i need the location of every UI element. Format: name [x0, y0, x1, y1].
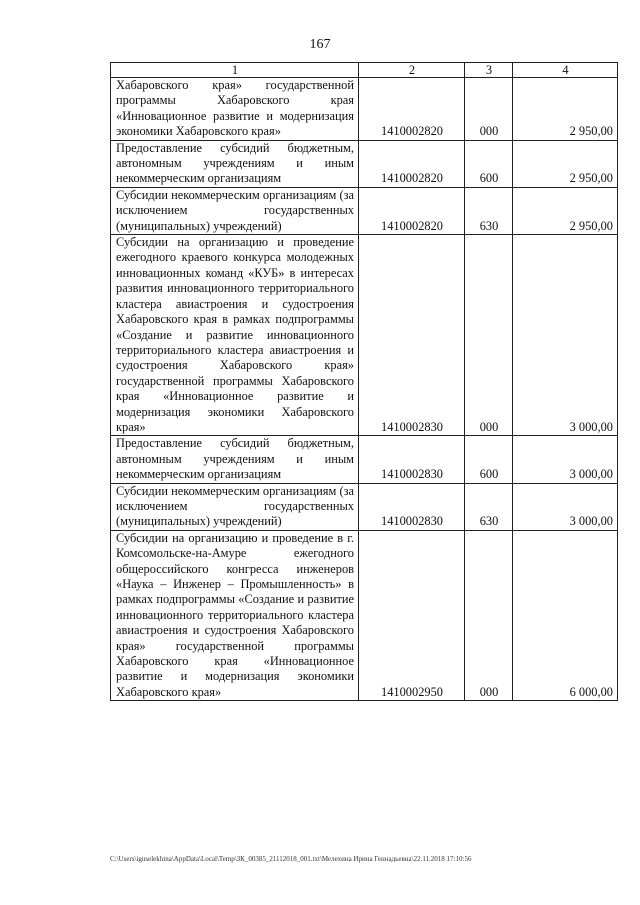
row-expense-type: 000 — [465, 235, 513, 436]
table-row — [111, 187, 618, 234]
row-target-code: 1410002830 — [359, 436, 465, 483]
row-description: Предоставление субсидий бюджетным, автономным учреждениям и иным некоммерческим организациям — [111, 140, 359, 187]
budget-table — [110, 62, 618, 701]
row-amount: 2 950,00 — [513, 187, 618, 234]
column-header-3: 3 — [465, 63, 513, 78]
column-header-4: 4 — [513, 63, 618, 78]
row-expense-type: 000 — [465, 530, 513, 700]
row-target-code: 1410002820 — [359, 140, 465, 187]
column-header-1: 1 — [111, 63, 359, 78]
table-row — [111, 436, 618, 483]
page-number: 167 — [309, 37, 331, 52]
row-expense-type: 000 — [465, 78, 513, 141]
file-path-footer: C:\Users\iguselekhina\AppData\Local\Temp\ЗК_00385_21112018_001.txt\Мелехина Ирина Геннадьевна\22.11.2018 17:10:56 — [110, 855, 472, 863]
table-row — [111, 235, 618, 436]
row-description: Хабаровского края» государственной программы Хабаровского края «Инновационное развитие и модернизация экономики Хабаровского края» — [111, 78, 359, 141]
table-row — [111, 483, 618, 530]
row-target-code: 1410002950 — [359, 530, 465, 700]
row-description: Субсидии на организацию и проведение в г. Комсомольске-на-Амуре ежегодного общероссийского конгресса инженеров «Наука – Инженер – Промышленность» в рамках подпрограммы «Создание и развитие инновационного территориального кластера авиастроения и судостроения Хабаровского края» государственной программы Хабаровского края «Инновационное развитие и модернизация экономики Хабаровского края» — [111, 530, 359, 700]
row-amount: 3 000,00 — [513, 483, 618, 530]
row-expense-type: 630 — [465, 187, 513, 234]
row-amount: 2 950,00 — [513, 78, 618, 141]
row-description: Субсидии некоммерческим организациям (за исключением государственных (муниципальных) учреждений) — [111, 187, 359, 234]
row-amount: 2 950,00 — [513, 140, 618, 187]
row-description: Субсидии на организацию и проведение ежегодного краевого конкурса молодежных инновационных команд «КУБ» в интересах развития инновационного территориального кластера авиастроения и судостроения Хабаровского края в рамках подпрограммы «Создание и развитие инновационного территориального кластера авиастроения и судостроения Хабаровского края» государственной программы Хабаровского края «Инновационное развитие и модернизация экономики Хабаровского края» — [111, 235, 359, 436]
row-description: Субсидии некоммерческим организациям (за исключением государственных (муниципальных) учреждений) — [111, 483, 359, 530]
row-target-code: 1410002830 — [359, 483, 465, 530]
table-row — [111, 530, 618, 700]
row-amount: 3 000,00 — [513, 235, 618, 436]
row-expense-type: 630 — [465, 483, 513, 530]
table-header-row — [111, 63, 618, 78]
row-description: Предоставление субсидий бюджетным, автономным учреждениям и иным некоммерческим организациям — [111, 436, 359, 483]
table-row — [111, 78, 618, 141]
row-target-code: 1410002820 — [359, 78, 465, 141]
table-row — [111, 140, 618, 187]
row-expense-type: 600 — [465, 140, 513, 187]
row-amount: 6 000,00 — [513, 530, 618, 700]
column-header-2: 2 — [359, 63, 465, 78]
row-expense-type: 600 — [465, 436, 513, 483]
row-amount: 3 000,00 — [513, 436, 618, 483]
row-target-code: 1410002820 — [359, 187, 465, 234]
row-target-code: 1410002830 — [359, 235, 465, 436]
